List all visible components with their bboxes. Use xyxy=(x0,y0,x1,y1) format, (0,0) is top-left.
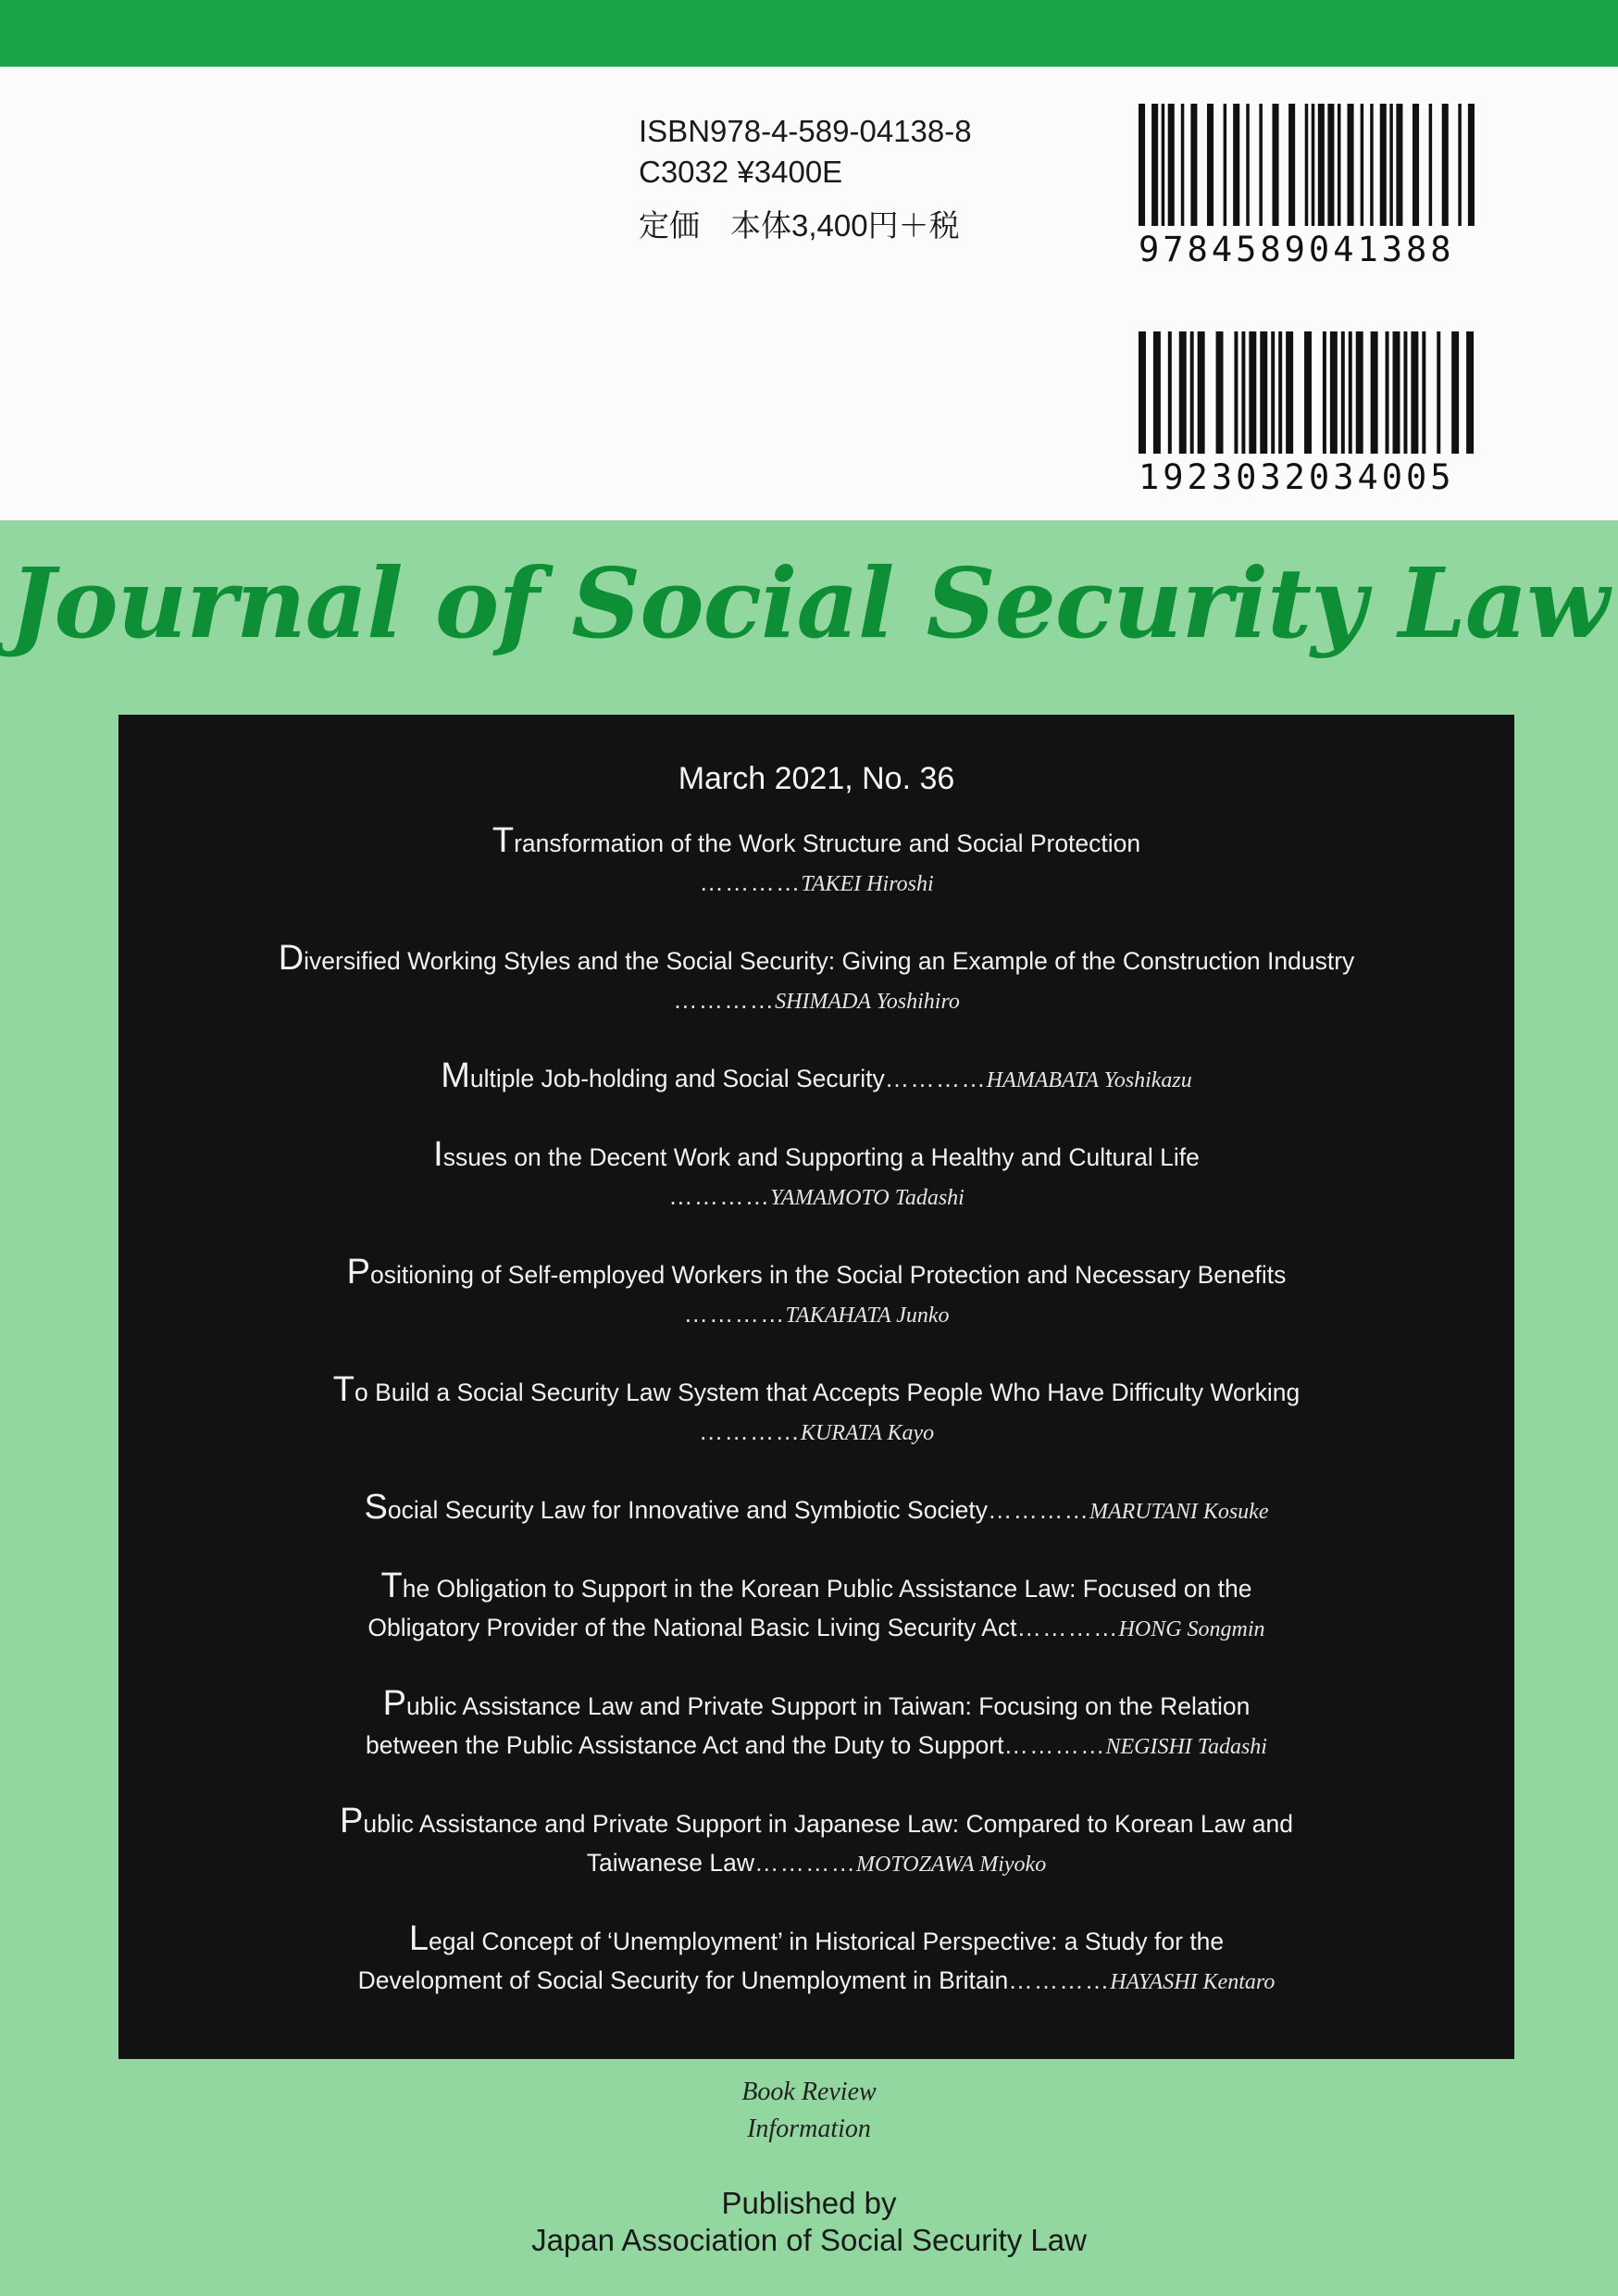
author-line xyxy=(118,1412,1514,1453)
title-text: Development of Social Security for Unemployment in Britain xyxy=(357,1966,1009,1994)
barcode-bar xyxy=(1466,331,1474,454)
table-of-contents xyxy=(118,715,1514,2059)
article-title-line xyxy=(118,1802,1514,1843)
title-text: Taiwanese Law xyxy=(586,1849,754,1877)
barcode-bar xyxy=(1271,331,1275,454)
title-initial: T xyxy=(332,1370,355,1409)
barcode-bar xyxy=(1370,104,1374,226)
title-initial: S xyxy=(364,1488,388,1527)
barcode-price xyxy=(1139,331,1481,497)
title-initial: P xyxy=(346,1253,370,1292)
leader-dots: ………… xyxy=(673,986,776,1014)
leader-dots: ………… xyxy=(668,1182,771,1210)
barcode-bar xyxy=(1330,331,1338,454)
barcode-bar xyxy=(1312,104,1315,226)
barcode-bar xyxy=(1216,331,1224,454)
barcode-bar xyxy=(1437,331,1440,454)
barcode-bar xyxy=(1323,331,1326,454)
barcode-bar xyxy=(1348,104,1354,226)
author-name: SHIMADA Yoshihiro xyxy=(775,990,960,1014)
isbn-text: ISBN978-4-589-04138-8 xyxy=(639,114,972,148)
article-entry xyxy=(118,821,1514,904)
title-initial: T xyxy=(492,821,515,860)
barcode-bar xyxy=(1371,331,1378,454)
barcode-bar xyxy=(1151,104,1158,226)
article-title-line xyxy=(118,1684,1514,1726)
barcode-bar xyxy=(1190,104,1197,226)
barcode-bar xyxy=(1411,331,1418,454)
journal-title: Journal of Social Security Law xyxy=(9,546,1609,660)
barcode-bar xyxy=(1241,331,1245,454)
author-name: YAMAMOTO Tadashi xyxy=(770,1186,965,1210)
barcode-bar xyxy=(1198,331,1205,454)
barcode-bar xyxy=(1249,331,1256,454)
title-text: ositioning of Self-employed Workers in the Social Protection and Necessary Benefits xyxy=(370,1261,1287,1289)
barcode-bar xyxy=(1272,104,1278,226)
author-line xyxy=(118,1294,1514,1335)
article-entry xyxy=(118,1488,1514,1531)
barcode-isbn xyxy=(1139,104,1481,269)
title-text: egal Concept of ‘Unemployment’ in Historical Perspective: a Study for the xyxy=(428,1928,1225,1955)
barcode-bars xyxy=(1139,104,1481,226)
article-title-line xyxy=(118,1056,1514,1100)
leader-dots: ………… xyxy=(1008,1966,1111,1994)
barcode-bar xyxy=(1389,104,1393,226)
barcode-bar xyxy=(1361,104,1364,226)
publisher-name: Japan Association of Social Security Law xyxy=(531,2223,1087,2257)
title-initial: M xyxy=(441,1056,470,1095)
article-entry xyxy=(118,1802,1514,1884)
barcode-bar xyxy=(1458,104,1462,226)
article-title-line xyxy=(118,1370,1514,1412)
title-initial: P xyxy=(339,1802,364,1841)
author-name: KURATA Kayo xyxy=(800,1421,935,1445)
article-title-line xyxy=(118,1488,1514,1531)
isbn-panel xyxy=(0,67,1618,520)
barcode-bar xyxy=(1396,104,1402,226)
barcode-bar xyxy=(1341,331,1345,454)
article-entry xyxy=(118,939,1514,1021)
article-entry xyxy=(118,1370,1514,1453)
barcode-bar xyxy=(1327,104,1334,226)
barcode-bar xyxy=(1349,331,1352,454)
author-name: MARUTANI Kosuke xyxy=(1089,1500,1269,1524)
barcode-bar xyxy=(1168,104,1175,226)
leader-dots: ………… xyxy=(884,1065,987,1092)
leader-dots: ………… xyxy=(699,868,802,896)
article-entry xyxy=(118,1056,1514,1100)
barcode-bar xyxy=(1442,104,1449,226)
author-name: HAMABATA Yoshikazu xyxy=(986,1068,1192,1092)
barcode-bar xyxy=(1305,104,1309,226)
barcode-bar xyxy=(1233,104,1239,226)
title-text: he Obligation to Support in the Korean Public Assistance Law: Focused on the xyxy=(402,1575,1252,1603)
barcode-bar xyxy=(1356,331,1363,454)
price-text: 定価 本体3,400円＋税 xyxy=(639,208,960,243)
barcode-bar xyxy=(1179,331,1187,454)
barcode-bar xyxy=(1429,104,1433,226)
leader-dots: ………… xyxy=(754,1849,856,1877)
title-text: ultiple Job-holding and Social Security xyxy=(469,1065,885,1092)
title-text: ocial Security Law for Innovative and Symbiotic Society xyxy=(387,1496,988,1524)
barcode-bar xyxy=(1139,104,1145,226)
title-initial: D xyxy=(278,939,305,978)
barcode-bar xyxy=(1234,331,1238,454)
article-title-line xyxy=(118,1135,1514,1177)
leader-dots: ………… xyxy=(1003,1731,1106,1759)
article-entry xyxy=(118,1135,1514,1217)
article-title-line xyxy=(118,939,1514,980)
title-text: o Build a Social Security Law System that Accepts People Who Have Difficulty Working xyxy=(355,1379,1301,1406)
author-name: HONG Songmin xyxy=(1118,1617,1265,1641)
author-name: TAKAHATA Junko xyxy=(785,1304,950,1328)
barcode-bar xyxy=(1207,104,1214,226)
title-text: Obligatory Provider of the National Basic Living Security Act xyxy=(367,1614,1017,1641)
publication-info xyxy=(639,111,972,246)
author-name: HAYASHI Kentaro xyxy=(1110,1970,1276,1994)
title-initial: T xyxy=(380,1566,403,1605)
barcode-number: 1923032034005 xyxy=(1139,457,1455,497)
title-initial: L xyxy=(408,1919,429,1958)
barcode-bar xyxy=(1386,331,1389,454)
article-list xyxy=(118,821,1514,2002)
leader-dots: ………… xyxy=(683,1300,786,1328)
barcode-bar xyxy=(1338,104,1341,226)
author-name: NEGISHI Tadashi xyxy=(1105,1735,1267,1759)
barcode-bar xyxy=(1380,104,1387,226)
barcode-bar xyxy=(1403,331,1407,454)
title-initial: I xyxy=(433,1135,443,1174)
article-entry xyxy=(118,1684,1514,1766)
article-title-line xyxy=(118,1608,1514,1649)
barcode-number: 9784589041388 xyxy=(1139,230,1455,269)
article-entry xyxy=(118,1919,1514,2002)
barcode-bar xyxy=(1260,331,1267,454)
issue-label: March 2021, No. 36 xyxy=(678,761,955,796)
title-text: iversified Working Styles and the Social Security: Giving an Example of the Construction Industry xyxy=(304,947,1355,975)
title-text: between the Public Assistance Act and the Duty to Support xyxy=(366,1731,1004,1759)
barcode-bar xyxy=(1224,104,1227,226)
article-title-line xyxy=(118,821,1514,863)
article-entry xyxy=(118,1253,1514,1335)
top-green-stripe xyxy=(0,0,1618,67)
author-line xyxy=(118,980,1514,1021)
barcode-bar xyxy=(1286,331,1293,454)
barcode-bar xyxy=(1190,331,1194,454)
barcode-bar xyxy=(1139,331,1146,454)
leader-dots: ………… xyxy=(987,1496,1089,1524)
leader-dots: ………… xyxy=(698,1417,801,1445)
title-text: ublic Assistance and Private Support in Japanese Law: Compared to Korean Law and xyxy=(363,1810,1294,1838)
published-by-label: Published by xyxy=(721,2186,897,2220)
barcode-bar xyxy=(1413,104,1419,226)
information-label: Information xyxy=(747,2115,871,2143)
publisher-block xyxy=(0,2185,1618,2259)
article-title-line xyxy=(118,1566,1514,1608)
barcode-bar xyxy=(1468,104,1475,226)
barcode-bar xyxy=(1318,104,1325,226)
leader-dots: ………… xyxy=(1016,1614,1119,1641)
barcode-bar xyxy=(1393,331,1400,454)
article-title-line xyxy=(118,1726,1514,1766)
barcode-bar xyxy=(1288,104,1295,226)
author-name: MOTOZAWA Miyoko xyxy=(856,1853,1047,1877)
barcode-bar xyxy=(1422,331,1425,454)
classification-code: C3032 ¥3400E xyxy=(639,155,843,189)
author-line xyxy=(118,1177,1514,1217)
title-text: ransformation of the Work Structure and Social Protection xyxy=(514,830,1141,857)
barcode-bar xyxy=(1153,331,1161,454)
barcode-bars xyxy=(1139,331,1481,454)
barcode-bar xyxy=(1181,104,1185,226)
barcode-bar xyxy=(1278,331,1282,454)
author-name: TAKEI Hiroshi xyxy=(801,872,934,896)
barcode-bar xyxy=(1246,104,1250,226)
barcode-bar xyxy=(1451,331,1459,454)
title-text: ssues on the Decent Work and Supporting a Healthy and Cultural Life xyxy=(442,1143,1200,1171)
book-review-label: Book Review xyxy=(741,2078,877,2106)
title-initial: P xyxy=(382,1684,406,1723)
author-line xyxy=(118,863,1514,904)
barcode-bar xyxy=(1304,331,1312,454)
article-entry xyxy=(118,1566,1514,1649)
article-title-line xyxy=(118,1961,1514,2002)
extra-sections xyxy=(0,2074,1618,2148)
article-title-line xyxy=(118,1843,1514,1884)
article-title-line xyxy=(118,1253,1514,1294)
barcode-bar xyxy=(1259,104,1263,226)
barcode-bar xyxy=(1162,104,1165,226)
barcode-bar xyxy=(1168,331,1172,454)
article-title-line xyxy=(118,1919,1514,1961)
title-text: ublic Assistance Law and Private Support in Taiwan: Focusing on the Relation xyxy=(406,1692,1251,1720)
